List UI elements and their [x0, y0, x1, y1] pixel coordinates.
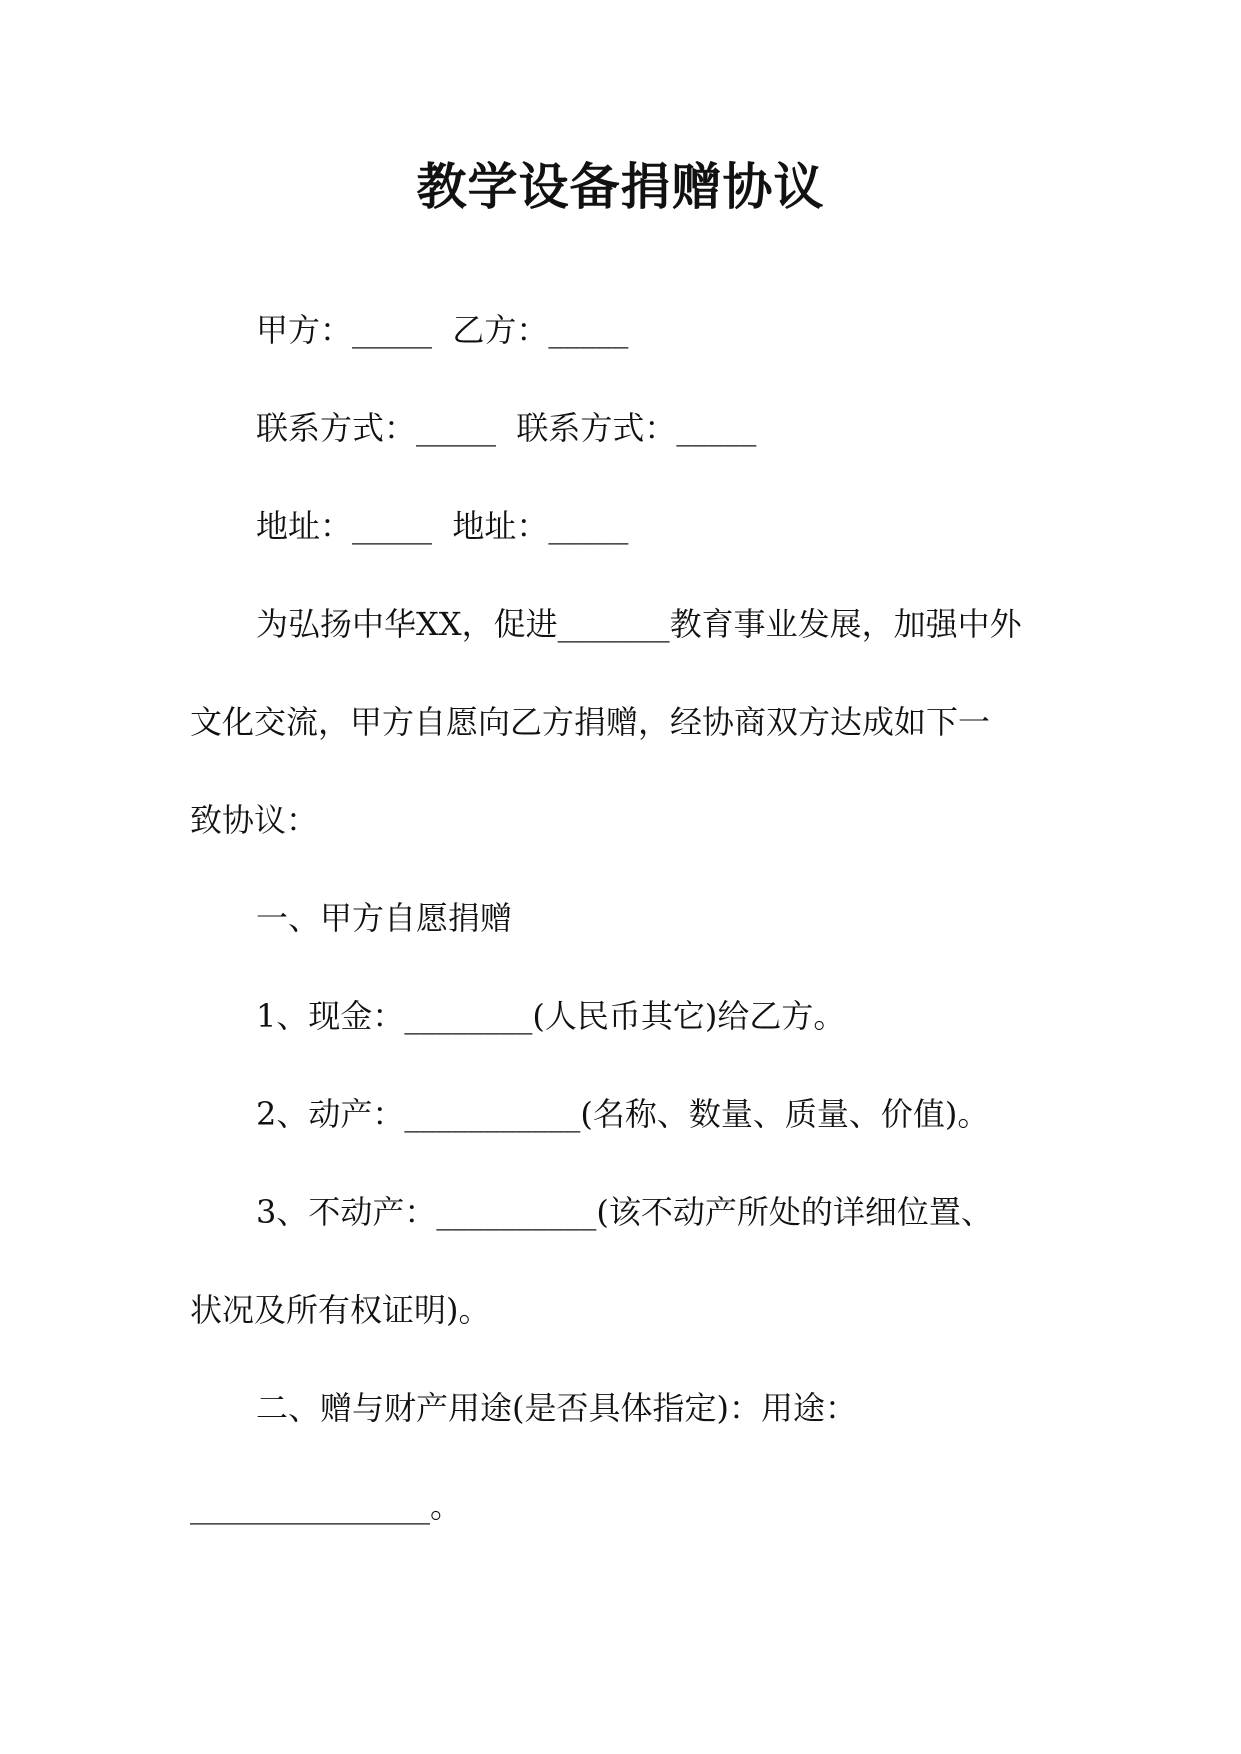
section-1-heading: 一、甲方自愿捐赠: [256, 899, 513, 937]
usage-blank-line: _______________。: [190, 1487, 463, 1525]
section-2-heading: 二、赠与财产用途(是否具体指定)：用途：: [256, 1389, 857, 1427]
preamble-line-2: 文化交流，甲方自愿向乙方捐赠，经协商双方达成如下一: [190, 703, 991, 741]
clause-cash: 1、现金：________(人民币其它)给乙方。: [256, 997, 846, 1035]
contact-line: 联系方式：_____ 联系方式：_____: [256, 409, 757, 447]
document-title: 教学设备捐赠协议: [416, 157, 825, 216]
preamble-line-1: 为弘扬中华XX，促进_______教育事业发展，加强中外: [256, 605, 1022, 643]
clause-real-estate-line-2: 状况及所有权证明)。: [190, 1291, 491, 1329]
party-line: 甲方：_____ 乙方：_____: [256, 311, 629, 349]
address-line: 地址：_____ 地址：_____: [256, 507, 629, 545]
clause-real-estate-line-1: 3、不动产：__________(该不动产所处的详细位置、: [256, 1193, 993, 1231]
clause-movable: 2、动产：___________(名称、数量、质量、价值)。: [256, 1095, 990, 1133]
preamble-line-3: 致协议：: [190, 801, 319, 839]
